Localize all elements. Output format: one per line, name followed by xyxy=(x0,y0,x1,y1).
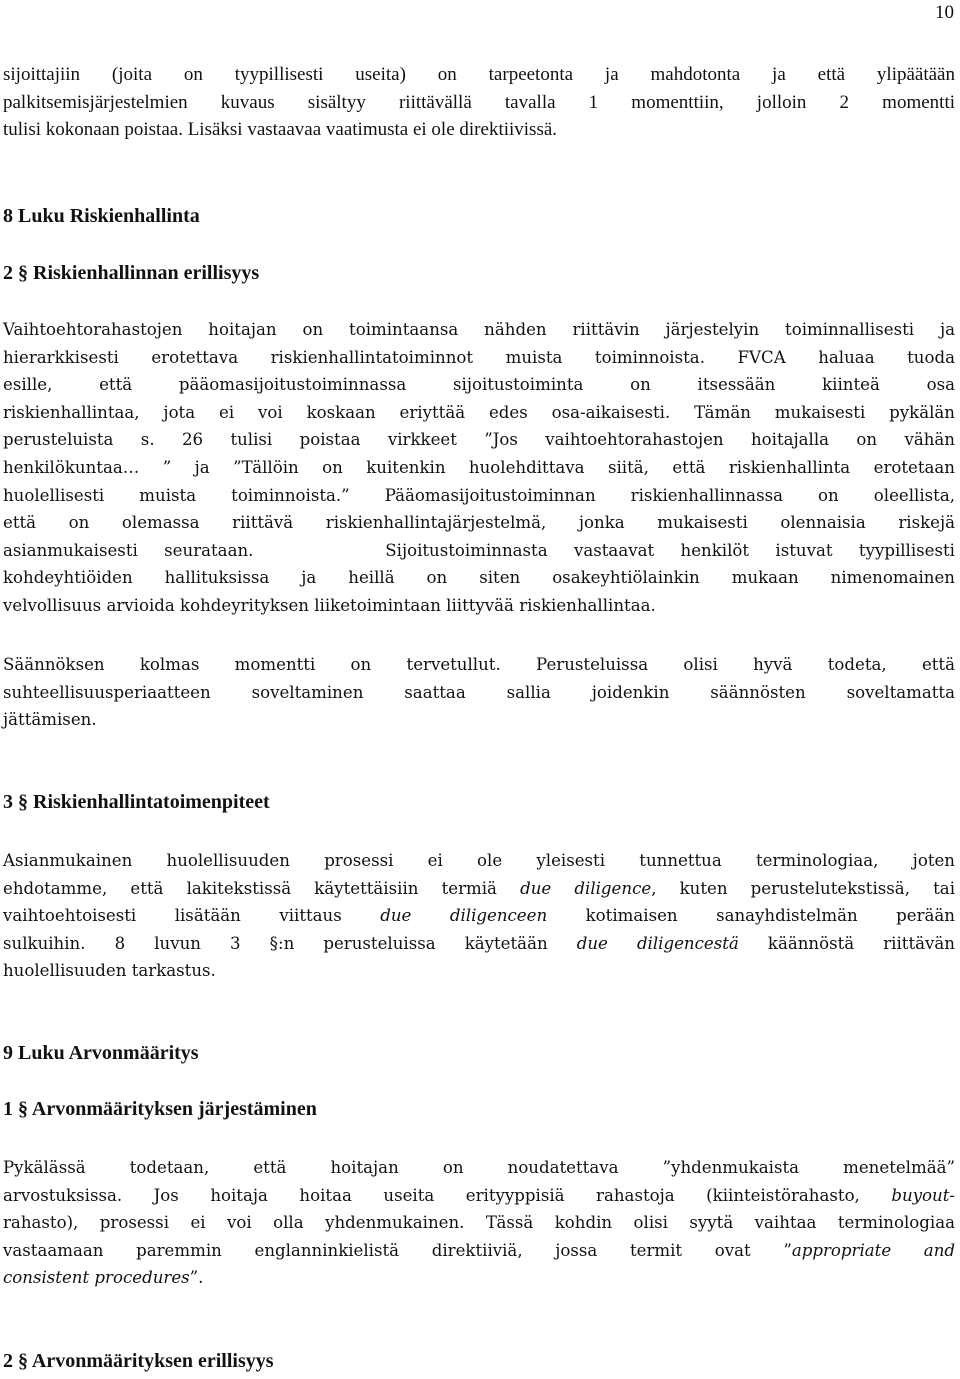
paragraph-line: Asianmukainen huolellisuuden prosessi ei ole yleisesti tunnettua terminologiaa, joten xyxy=(3,851,955,870)
chapter-heading: 8 Luku Riskienhallinta xyxy=(3,205,200,227)
paragraph-line: vastaamaan paremmin englanninkielistä direktiiviä, jossa termit ovat ”appropriate and xyxy=(3,1240,956,1260)
paragraph-line: tulisi kokonaan poistaa. Lisäksi vastaavaa vaatimusta ei ole direktiivissä. xyxy=(3,119,558,141)
paragraph-line: consistent procedures”. xyxy=(3,1268,204,1288)
section-heading: 1 § Arvonmäärityksen järjestäminen xyxy=(3,1098,317,1120)
intro-paragraph xyxy=(3,61,955,144)
paragraph-line: rahasto), prosessi ei voi olla yhdenmukainen. Tässä kohdin olisi syytä vaihtaa terminologiaa xyxy=(3,1213,955,1233)
paragraph-line: velvollisuus arvioida kohdeyrityksen liiketoimintaan liittyvää riskienhallintaa. xyxy=(3,595,656,615)
section-heading: 3 § Riskienhallintatoimenpiteet xyxy=(3,791,270,813)
section-heading: 2 § Arvonmäärityksen erillisyys xyxy=(3,1350,274,1372)
chapter-heading: 9 Luku Arvonmääritys xyxy=(3,1042,199,1064)
section-paragraph xyxy=(3,651,955,734)
paragraph-line: esille, että pääomasijoitustoiminnassa sijoitustoiminta on itsessään kiinteä osa xyxy=(3,375,955,395)
paragraph-line: suhteellisuusperiaatteen soveltaminen saattaa sallia joidenkin säännösten soveltamatta xyxy=(3,682,955,702)
paragraph-line: Vaihtoehtorahastojen hoitajan on toimintaansa nähden riittävin järjestelyin toiminnallisesti ja xyxy=(3,320,955,339)
paragraph-line: vaihtoehtoisesti lisätään viittaus due diligenceen kotimaisen sanayhdistelmän perään xyxy=(3,906,955,926)
section-paragraph xyxy=(3,1154,955,1292)
paragraph-line: asianmukaisesti seurataan. Sijoitustoiminnasta vastaavat henkilöt istuvat tyypillisesti xyxy=(3,540,955,560)
paragraph-line: ehdotamme, että lakitekstissä käytettäisiin termiä due diligence, kuten perustelutekstissä, tai xyxy=(3,878,955,898)
paragraph-line: kohdeyhtiöiden hallituksissa ja heillä on siten osakeyhtiölainkin mukaan nimenomainen xyxy=(3,568,955,588)
paragraph-line: jättämisen. xyxy=(3,710,97,730)
paragraph-line: arvostuksissa. Jos hoitaja hoitaa useita erityyppisiä rahastoja (kiinteistörahasto, buyout- xyxy=(3,1185,955,1205)
paragraph-line: huolellisuuden tarkastus. xyxy=(3,961,216,981)
section-heading: 2 § Riskienhallinnan erillisyys xyxy=(3,262,260,284)
paragraph-line: huolellisesti muista toiminnoista.” Pääomasijoitustoiminnan riskienhallinnassa on oleellista, xyxy=(3,485,955,505)
paragraph-line: sulkuihin. 8 luvun 3 §:n perusteluissa käytetään due diligencestä käännöstä riittävän xyxy=(3,933,955,953)
paragraph-line: perusteluista s. 26 tulisi poistaa virkkeet ”Jos vaihtoehtorahastojen hoitajalla on vähän xyxy=(3,430,955,450)
paragraph-line: Säännöksen kolmas momentti on tervetullut. Perusteluissa olisi hyvä todeta, että xyxy=(3,655,955,674)
paragraph-line: henkilökuntaa… ” ja ”Tällöin on kuitenkin huolehdittava siitä, että riskienhallinta erotetaan xyxy=(3,457,955,477)
paragraph-line: Pykälässä todetaan, että hoitajan on noudatettava ”yhdenmukaista menetelmää” xyxy=(3,1158,955,1177)
section-paragraph xyxy=(3,316,955,620)
section-paragraph xyxy=(3,847,955,985)
paragraph-line: hierarkkisesti erotettava riskienhallintatoiminnot muista toiminnoista. FVCA haluaa tuoda xyxy=(3,347,955,367)
paragraph-line: palkitsemisjärjestelmien kuvaus sisältyy riittävällä tavalla 1 momenttiin, jolloin 2 momentti xyxy=(3,91,955,113)
paragraph-line: sijoittajiin (joita on tyypillisesti useita) on tarpeetonta ja mahdotonta ja että ylipäätään xyxy=(3,64,955,85)
page-number: 10 xyxy=(935,2,954,23)
paragraph-line: että on olemassa riittävä riskienhallintajärjestelmä, jonka mukaisesti olennaisia riskejä xyxy=(3,513,955,533)
paragraph-line: riskienhallintaa, jota ei voi koskaan eriyttää edes osa-aikaisesti. Tämän mukaisesti pykälän xyxy=(3,402,955,422)
